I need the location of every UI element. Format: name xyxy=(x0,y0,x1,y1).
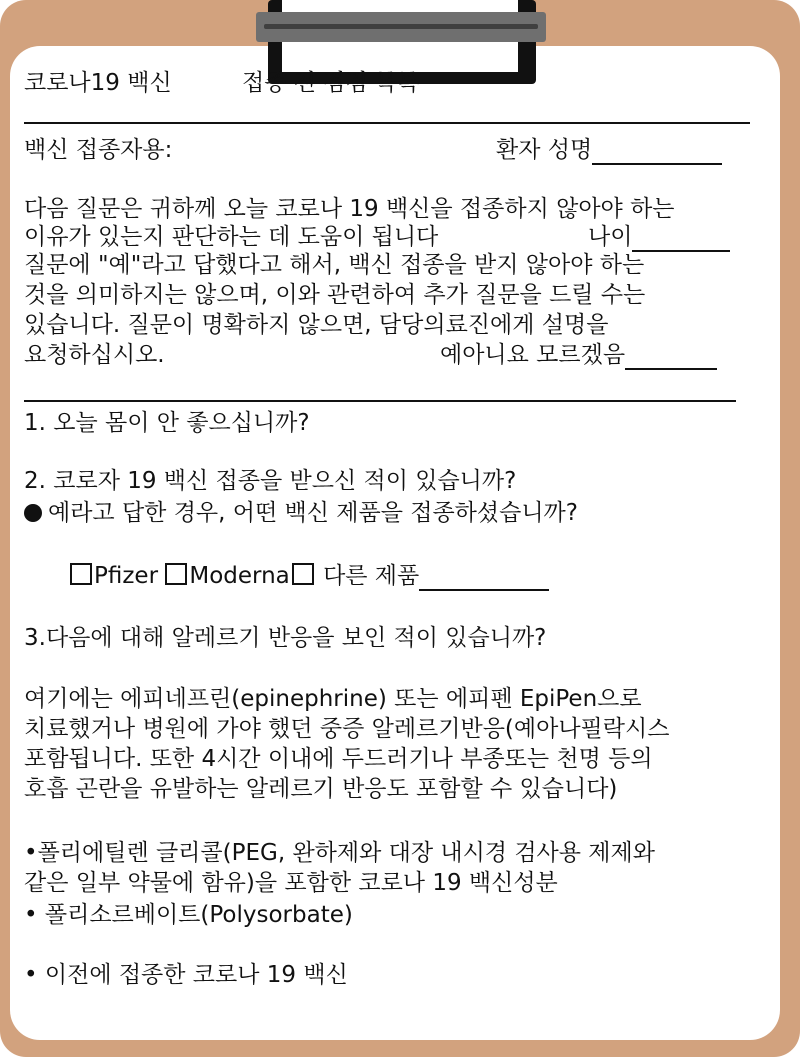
question-2: 2. 코로자 19 백신 접종을 받으신 적이 있습니까? xyxy=(24,468,517,494)
q3-detail-line: 호흡 곤란을 유발하는 알레르기 반응도 포함할 수 있습니다) xyxy=(24,776,618,802)
intro-line: 있습니다. 질문이 명확하지 않으면, 담당의료진에게 설명을 xyxy=(24,312,609,338)
bullet-peg-line: 같은 일부 약물에 함유)을 포함한 코로나 19 백신성분 xyxy=(24,870,558,896)
other-product-checkbox[interactable] xyxy=(292,563,314,585)
bullet-polysorbate: • 폴리소르베이트(Polysorbate) xyxy=(24,902,353,928)
answer-options: 예아니요 모르겠음 xyxy=(440,342,717,370)
divider-middle xyxy=(24,400,736,402)
question-3: 3.다음에 대해 알레르기 반응을 보인 적이 있습니까? xyxy=(24,625,547,651)
title-right: 접종 전 점검 목록 xyxy=(242,70,420,96)
age-field[interactable] xyxy=(632,224,730,252)
question-2-followup: 예라고 답한 경우, 어떤 백신 제품을 접종하셨습니까? xyxy=(24,500,578,526)
pfizer-checkbox[interactable] xyxy=(70,563,92,585)
clipboard-clip-bar xyxy=(256,12,546,42)
age-label: 나이 xyxy=(588,224,730,252)
intro-line: 것을 의미하지는 않으며, 이와 관련하여 추가 질문을 드릴 수는 xyxy=(24,282,646,308)
patient-name-field[interactable] xyxy=(592,137,722,165)
bullet-dot-icon xyxy=(24,504,42,522)
intro-line: 이유가 있는지 판단하는 데 도움이 됩니다 xyxy=(24,224,439,250)
q3-detail-line: 치료했거나 병원에 가야 했던 중증 알레르기반응(예아나필락시스 xyxy=(24,716,670,742)
bullet-previous-vaccine: • 이전에 접종한 코로나 19 백신 xyxy=(24,962,348,988)
intro-line: 다음 질문은 귀하께 오늘 코로나 19 백신을 접종하지 않아야 하는 xyxy=(24,196,675,222)
q3-detail-line: 여기에는 에피네프린(epinephrine) 또는 에피펜 EpiPen으로 xyxy=(24,686,642,712)
vaccinee-label: 백신 접종자용: xyxy=(24,137,173,163)
divider-top xyxy=(24,122,750,124)
moderna-checkbox[interactable] xyxy=(165,563,187,585)
q3-detail-line: 포함됩니다. 또한 4시간 이내에 두드러기나 부종또는 천명 등의 xyxy=(24,746,653,772)
other-product-field[interactable] xyxy=(419,563,549,591)
answer-field[interactable] xyxy=(625,342,717,370)
question-1: 1. 오늘 몸이 안 좋으십니까? xyxy=(24,410,310,436)
intro-line: 질문에 "예"라고 답했다고 해서, 백신 접종을 받지 않아야 하는 xyxy=(24,252,645,278)
intro-line: 요청하십시오. xyxy=(24,342,165,368)
patient-name-label: 환자 성명 xyxy=(496,137,722,165)
vaccine-options: Pfizer Moderna 다른 제품 xyxy=(70,563,549,591)
bullet-peg-line: •폴리에틸렌 글리콜(PEG, 완하제와 대장 내시경 검사용 제제와 xyxy=(24,840,655,866)
title-left: 코로나19 백신 xyxy=(24,70,172,96)
